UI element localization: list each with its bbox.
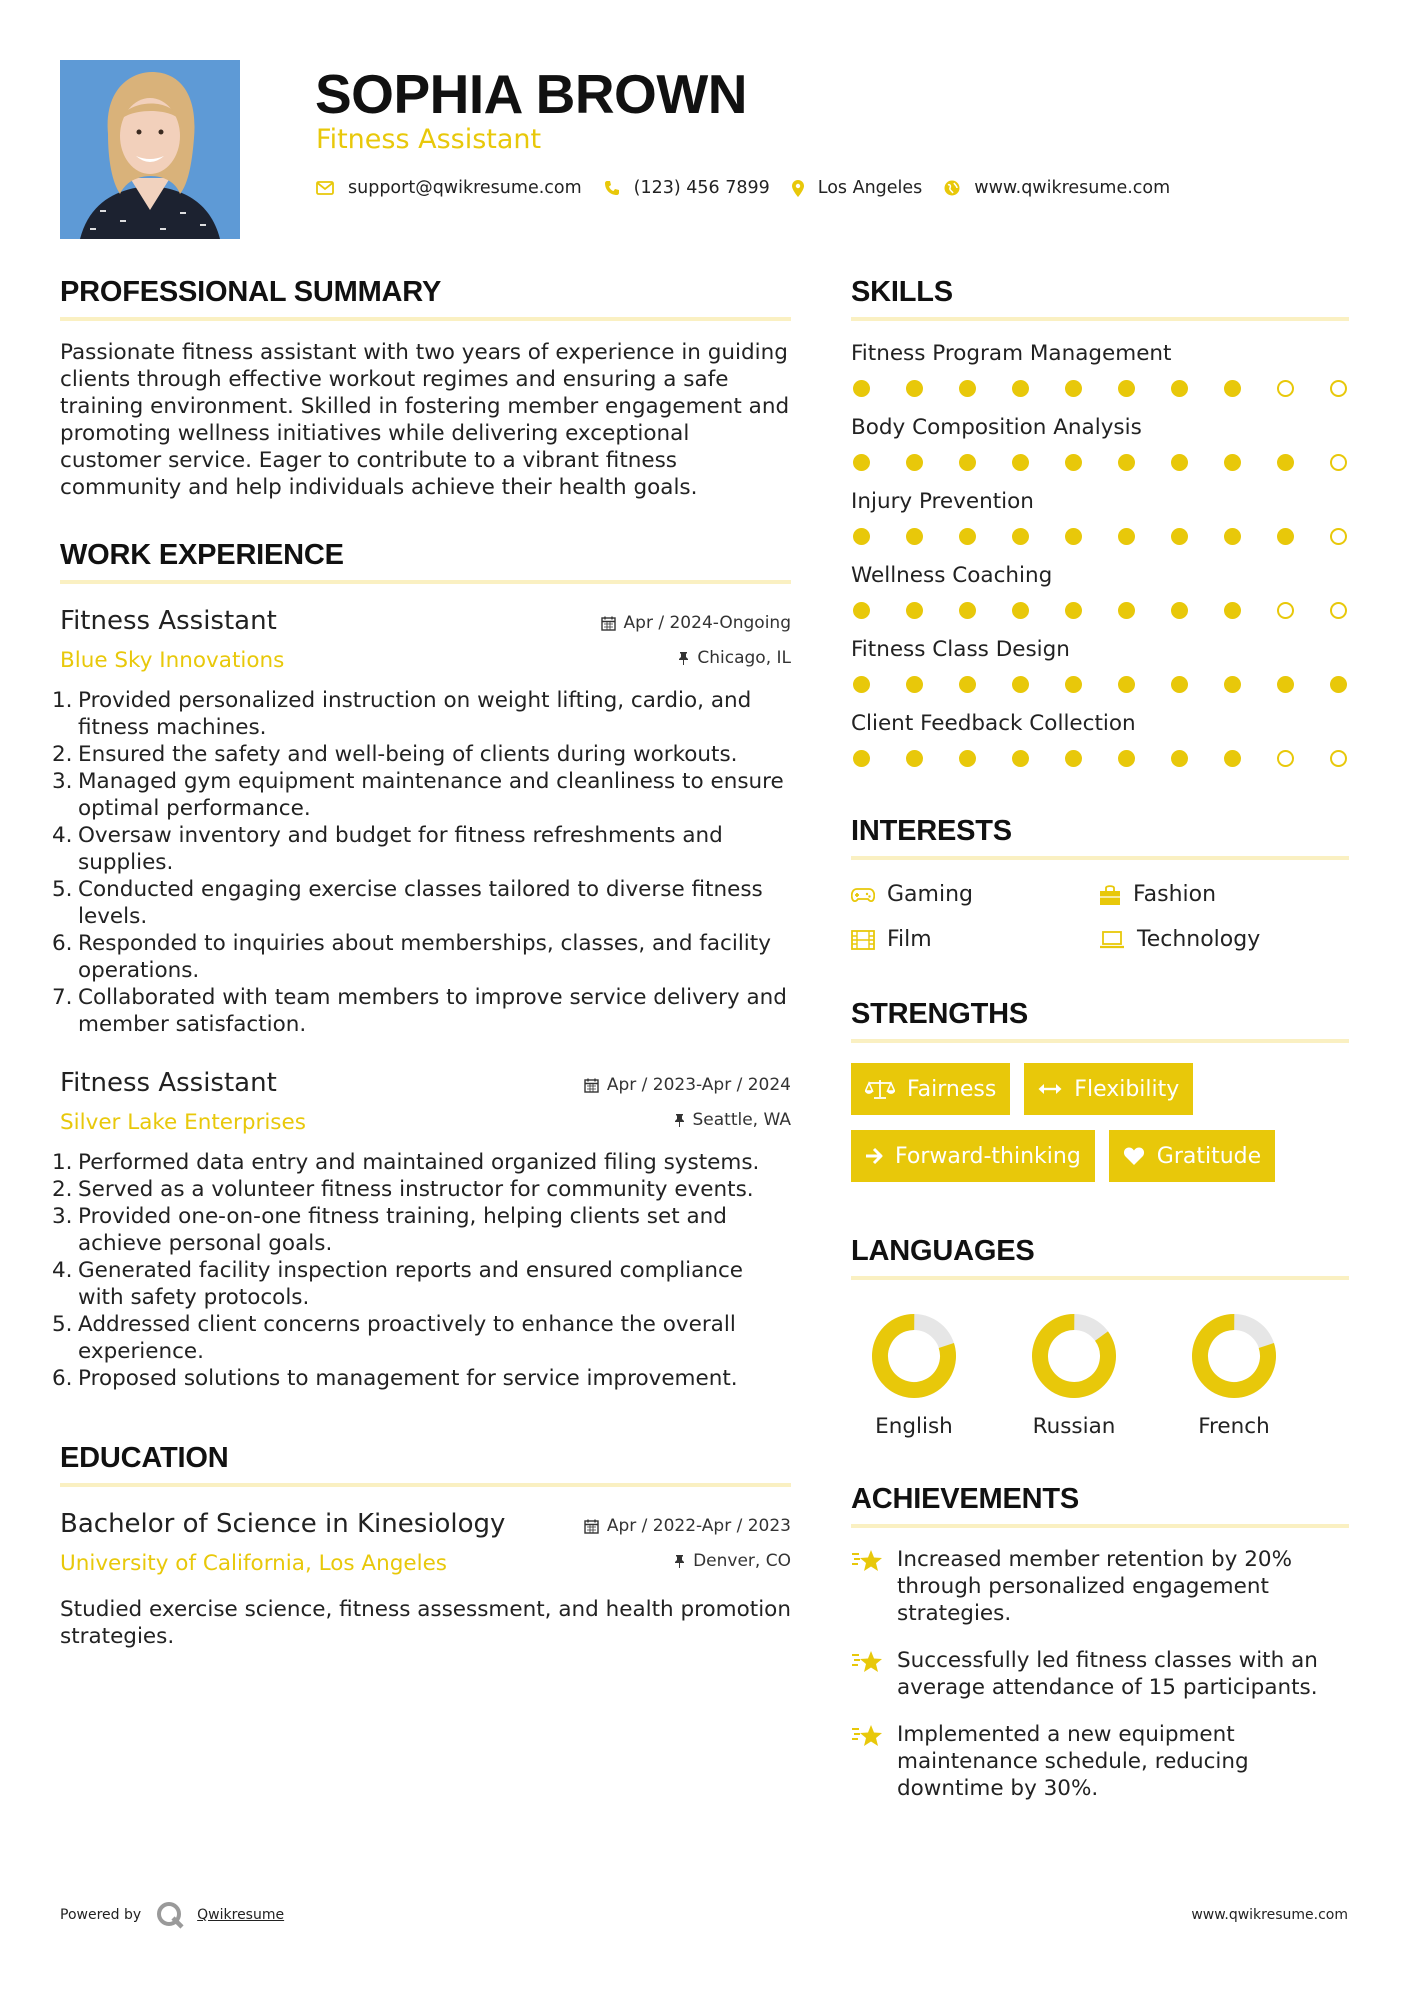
duty-text: Ensured the safety and well-being of clients during workouts. bbox=[78, 742, 738, 767]
interest-fashion bbox=[1099, 882, 1349, 907]
education-description: Studied exercise science, fitness assessment, and health promotion strategies. bbox=[60, 1597, 791, 1649]
strengths-section bbox=[851, 998, 1349, 1197]
languages-section bbox=[851, 1235, 1349, 1439]
rating-dot-filled bbox=[906, 528, 923, 545]
globe-icon bbox=[944, 180, 960, 196]
duty-text: Proposed solutions to management for service improvement. bbox=[78, 1366, 738, 1391]
rating-dot-filled bbox=[1224, 454, 1241, 471]
strength-tag bbox=[851, 1130, 1095, 1182]
rating-dot-empty bbox=[1330, 380, 1347, 397]
strength-tag bbox=[851, 1063, 1010, 1115]
contact-phone[interactable] bbox=[604, 178, 770, 198]
school-name: University of California, Los Angeles bbox=[60, 1551, 448, 1576]
skill-rating bbox=[851, 676, 1349, 693]
interest-label: Technology bbox=[1137, 927, 1261, 952]
duty-number: 7. bbox=[52, 985, 73, 1010]
duty-number: 2. bbox=[52, 742, 73, 767]
duty-number: 1. bbox=[52, 688, 73, 713]
rating-dot-filled bbox=[1118, 454, 1135, 471]
job-list bbox=[52, 606, 791, 1392]
duty-item bbox=[52, 1203, 791, 1257]
achievement-item bbox=[851, 1546, 1349, 1627]
rating-dot-filled bbox=[1012, 528, 1029, 545]
duty-item bbox=[52, 687, 791, 741]
qwikresume-logo-icon bbox=[155, 1900, 185, 1930]
interest-list bbox=[851, 882, 1349, 952]
duty-item bbox=[52, 1176, 791, 1203]
rating-dot-filled bbox=[853, 454, 870, 471]
rating-dot-filled bbox=[1277, 528, 1294, 545]
language-item bbox=[859, 1314, 969, 1439]
achievement-item bbox=[851, 1721, 1349, 1802]
duty-number: 3. bbox=[52, 769, 73, 794]
strength-label: Flexibility bbox=[1074, 1076, 1180, 1102]
skill-name: Wellness Coaching bbox=[851, 563, 1053, 588]
rating-dot-filled bbox=[853, 602, 870, 619]
rating-dot-filled bbox=[906, 380, 923, 397]
duty-item bbox=[52, 1149, 791, 1176]
skill-item bbox=[851, 711, 1349, 767]
job-title: Fitness Assistant bbox=[60, 606, 277, 636]
rating-dot-empty bbox=[1330, 602, 1347, 619]
company-name: Silver Lake Enterprises bbox=[60, 1110, 306, 1135]
website-text: www.qwikresume.com bbox=[974, 178, 1171, 198]
contact-email[interactable] bbox=[316, 178, 582, 198]
interest-technology bbox=[1099, 927, 1349, 952]
skills-section bbox=[851, 276, 1349, 767]
star-icon bbox=[851, 1548, 883, 1574]
job-location bbox=[678, 648, 791, 668]
footer-website[interactable]: www.qwikresume.com bbox=[1191, 1907, 1348, 1923]
achievement-text: Increased member retention by 20% through personalized engagement strategies. bbox=[897, 1547, 1293, 1626]
duty-text: Addressed client concerns proactively to enhance the overall experience. bbox=[78, 1312, 736, 1364]
footer-powered-by bbox=[60, 1900, 284, 1930]
summary-title: PROFESSIONAL SUMMARY bbox=[60, 276, 791, 321]
duty-item bbox=[52, 1365, 791, 1392]
skill-rating bbox=[851, 528, 1349, 545]
rating-dot-filled bbox=[1171, 528, 1188, 545]
rating-dot-empty bbox=[1277, 380, 1294, 397]
rating-dot-filled bbox=[1065, 602, 1082, 619]
job-date-text: Apr / 2024-Ongoing bbox=[623, 613, 791, 633]
achievement-item bbox=[851, 1647, 1349, 1701]
rating-dot-filled bbox=[1171, 750, 1188, 767]
interest-film bbox=[851, 927, 1099, 952]
duty-item bbox=[52, 741, 791, 768]
duty-text: Provided personalized instruction on weight lifting, cardio, and fitness machines. bbox=[78, 688, 752, 740]
duty-number: 1. bbox=[52, 1150, 73, 1175]
rating-dot-filled bbox=[1012, 676, 1029, 693]
duty-item bbox=[52, 876, 791, 930]
interest-gaming bbox=[851, 882, 1099, 907]
heart-icon bbox=[1123, 1146, 1145, 1166]
rating-dot-filled bbox=[906, 454, 923, 471]
job-location-text: Chicago, IL bbox=[697, 648, 791, 668]
interests-title: INTERESTS bbox=[851, 815, 1349, 860]
skill-rating bbox=[851, 602, 1349, 619]
rating-dot-filled bbox=[853, 676, 870, 693]
skills-title: SKILLS bbox=[851, 276, 1349, 321]
achievement-list bbox=[851, 1546, 1349, 1802]
duty-list bbox=[52, 1149, 791, 1392]
achievements-title: ACHIEVEMENTS bbox=[851, 1483, 1349, 1528]
duty-item bbox=[52, 1311, 791, 1365]
rating-dot-filled bbox=[959, 676, 976, 693]
rating-dot-filled bbox=[1277, 454, 1294, 471]
language-item bbox=[1019, 1314, 1129, 1439]
skill-rating bbox=[851, 380, 1349, 397]
location-text: Los Angeles bbox=[817, 178, 923, 198]
duty-number: 5. bbox=[52, 1312, 73, 1337]
duty-number: 4. bbox=[52, 823, 73, 848]
education-section bbox=[60, 1442, 791, 1650]
qwikresume-link[interactable]: Qwikresume bbox=[197, 1907, 285, 1923]
strength-tag bbox=[1109, 1130, 1275, 1182]
strength-label: Gratitude bbox=[1156, 1143, 1262, 1169]
language-name: French bbox=[1198, 1414, 1270, 1439]
skill-rating bbox=[851, 454, 1349, 471]
calendar-icon bbox=[601, 616, 616, 631]
languages-title: LANGUAGES bbox=[851, 1235, 1349, 1280]
rating-dot-filled bbox=[1330, 676, 1347, 693]
contact-location bbox=[792, 178, 923, 198]
phone-text: (123) 456 7899 bbox=[633, 178, 770, 198]
rating-dot-filled bbox=[906, 676, 923, 693]
rating-dot-filled bbox=[1065, 454, 1082, 471]
rating-dot-filled bbox=[1224, 676, 1241, 693]
duty-text: Generated facility inspection reports and ensured compliance with safety protocols. bbox=[78, 1258, 743, 1310]
duty-text: Managed gym equipment maintenance and cleanliness to ensure optimal performance. bbox=[78, 769, 784, 821]
powered-by-text: Powered by bbox=[60, 1907, 142, 1923]
candidate-role: Fitness Assistant bbox=[316, 124, 542, 155]
rating-dot-filled bbox=[1118, 676, 1135, 693]
language-ring bbox=[1032, 1314, 1116, 1398]
rating-dot-filled bbox=[1012, 454, 1029, 471]
duty-number: 5. bbox=[52, 877, 73, 902]
contact-row bbox=[316, 178, 1192, 198]
rating-dot-filled bbox=[1118, 380, 1135, 397]
job-location bbox=[674, 1110, 792, 1130]
gamepad-icon bbox=[851, 887, 875, 903]
rating-dot-filled bbox=[906, 750, 923, 767]
duty-number: 4. bbox=[52, 1258, 73, 1283]
rating-dot-filled bbox=[959, 380, 976, 397]
rating-dot-empty bbox=[1330, 750, 1347, 767]
duty-text: Served as a volunteer fitness instructor for community events. bbox=[78, 1177, 754, 1202]
job-location-text: Seattle, WA bbox=[692, 1110, 791, 1130]
rating-dot-filled bbox=[1224, 602, 1241, 619]
duty-item bbox=[52, 1257, 791, 1311]
rating-dot-filled bbox=[906, 602, 923, 619]
education-date bbox=[584, 1516, 791, 1536]
rating-dot-filled bbox=[1065, 380, 1082, 397]
duty-number: 6. bbox=[52, 931, 73, 956]
rating-dot-empty bbox=[1330, 528, 1347, 545]
rating-dot-filled bbox=[1277, 676, 1294, 693]
rating-dot-filled bbox=[1224, 750, 1241, 767]
strength-label: Fairness bbox=[907, 1076, 997, 1102]
rating-dot-empty bbox=[1330, 454, 1347, 471]
star-icon bbox=[851, 1723, 883, 1749]
skill-name: Client Feedback Collection bbox=[851, 711, 1136, 736]
rating-dot-filled bbox=[959, 750, 976, 767]
job-date bbox=[584, 1075, 791, 1095]
duty-item bbox=[52, 822, 791, 876]
duty-text: Responded to inquiries about memberships, classes, and facility operations. bbox=[78, 931, 771, 983]
phone-icon bbox=[604, 180, 620, 196]
rating-dot-filled bbox=[1118, 750, 1135, 767]
strength-list bbox=[851, 1063, 1349, 1197]
job-date-text: Apr / 2023-Apr / 2024 bbox=[606, 1075, 791, 1095]
skill-item bbox=[851, 637, 1349, 693]
bag-icon bbox=[1099, 884, 1121, 906]
skill-name: Injury Prevention bbox=[851, 489, 1034, 514]
scale-icon bbox=[865, 1078, 895, 1100]
map-pin-icon bbox=[792, 180, 804, 197]
contact-website[interactable] bbox=[944, 178, 1170, 198]
arrows-icon bbox=[1038, 1082, 1062, 1096]
education-entry bbox=[60, 1509, 791, 1650]
pin-icon bbox=[674, 1554, 685, 1568]
duty-number: 6. bbox=[52, 1366, 73, 1391]
rating-dot-filled bbox=[1118, 602, 1135, 619]
language-ring bbox=[872, 1314, 956, 1398]
achievements-section bbox=[851, 1483, 1349, 1802]
rating-dot-filled bbox=[1171, 676, 1188, 693]
left-column bbox=[52, 276, 791, 1650]
skill-name: Fitness Class Design bbox=[851, 637, 1070, 662]
experience-section bbox=[52, 539, 791, 1392]
rating-dot-filled bbox=[1171, 454, 1188, 471]
interest-label: Gaming bbox=[887, 882, 973, 907]
achievement-text: Implemented a new equipment maintenance schedule, reducing downtime by 30%. bbox=[897, 1722, 1249, 1801]
film-icon bbox=[851, 930, 875, 950]
interest-label: Film bbox=[887, 927, 932, 952]
skill-rating bbox=[851, 750, 1349, 767]
skill-item bbox=[851, 341, 1349, 397]
duty-item bbox=[52, 768, 791, 822]
rating-dot-filled bbox=[1171, 602, 1188, 619]
pin-icon bbox=[678, 651, 689, 665]
job-entry bbox=[52, 1068, 791, 1392]
strengths-title: STRENGTHS bbox=[851, 998, 1349, 1043]
job-title: Fitness Assistant bbox=[60, 1068, 277, 1098]
rating-dot-filled bbox=[1171, 380, 1188, 397]
skill-name: Body Composition Analysis bbox=[851, 415, 1142, 440]
rating-dot-filled bbox=[1224, 528, 1241, 545]
skill-item bbox=[851, 489, 1349, 545]
email-text: support@qwikresume.com bbox=[348, 178, 582, 198]
rating-dot-filled bbox=[853, 528, 870, 545]
rating-dot-filled bbox=[959, 454, 976, 471]
rating-dot-filled bbox=[1065, 676, 1082, 693]
calendar-icon bbox=[584, 1078, 599, 1093]
language-item bbox=[1179, 1314, 1289, 1439]
pin-icon bbox=[674, 1113, 685, 1127]
education-date-text: Apr / 2022-Apr / 2023 bbox=[606, 1516, 791, 1536]
duty-text: Collaborated with team members to improve service delivery and member satisfaction. bbox=[78, 985, 787, 1037]
rating-dot-filled bbox=[1065, 528, 1082, 545]
summary-section bbox=[60, 276, 791, 501]
duty-list bbox=[52, 687, 791, 1038]
arrow-right-icon bbox=[865, 1147, 883, 1165]
strength-label: Forward-thinking bbox=[895, 1143, 1081, 1169]
rating-dot-filled bbox=[853, 750, 870, 767]
language-list bbox=[859, 1314, 1289, 1439]
rating-dot-filled bbox=[959, 528, 976, 545]
rating-dot-filled bbox=[853, 380, 870, 397]
language-name: Russian bbox=[1032, 1414, 1116, 1439]
duty-text: Oversaw inventory and budget for fitness refreshments and supplies. bbox=[78, 823, 723, 875]
language-ring bbox=[1192, 1314, 1276, 1398]
skill-name: Fitness Program Management bbox=[851, 341, 1172, 366]
rating-dot-filled bbox=[1118, 528, 1135, 545]
skill-item bbox=[851, 563, 1349, 619]
laptop-icon bbox=[1099, 931, 1125, 949]
interest-label: Fashion bbox=[1133, 882, 1217, 907]
duty-item bbox=[52, 984, 791, 1038]
calendar-icon bbox=[584, 1519, 599, 1534]
strength-tag bbox=[1024, 1063, 1193, 1115]
duty-number: 3. bbox=[52, 1204, 73, 1229]
rating-dot-filled bbox=[959, 602, 976, 619]
star-icon bbox=[851, 1649, 883, 1675]
rating-dot-filled bbox=[1065, 750, 1082, 767]
duty-text: Provided one-on-one fitness training, helping clients set and achieve personal goals. bbox=[78, 1204, 727, 1256]
education-title: EDUCATION bbox=[60, 1442, 791, 1487]
language-name: English bbox=[875, 1414, 953, 1439]
education-location bbox=[674, 1551, 791, 1571]
rating-dot-filled bbox=[1012, 380, 1029, 397]
education-location-text: Denver, CO bbox=[693, 1551, 791, 1571]
duty-item bbox=[52, 930, 791, 984]
rating-dot-filled bbox=[1012, 602, 1029, 619]
degree-title: Bachelor of Science in Kinesiology bbox=[60, 1509, 506, 1539]
right-column bbox=[851, 276, 1349, 1802]
rating-dot-empty bbox=[1277, 750, 1294, 767]
rating-dot-filled bbox=[1012, 750, 1029, 767]
rating-dot-filled bbox=[1224, 380, 1241, 397]
job-date bbox=[601, 613, 791, 633]
candidate-name: SOPHIA BROWN bbox=[315, 63, 747, 125]
duty-number: 2. bbox=[52, 1177, 73, 1202]
duty-text: Performed data entry and maintained organized filing systems. bbox=[78, 1150, 760, 1175]
rating-dot-empty bbox=[1277, 602, 1294, 619]
resume-header bbox=[60, 60, 1350, 240]
job-entry bbox=[52, 606, 791, 1038]
company-name: Blue Sky Innovations bbox=[60, 648, 285, 673]
experience-title: WORK EXPERIENCE bbox=[60, 539, 791, 584]
duty-text: Conducted engaging exercise classes tailored to diverse fitness levels. bbox=[78, 877, 763, 929]
profile-photo bbox=[60, 60, 240, 239]
achievement-text: Successfully led fitness classes with an average attendance of 15 participants. bbox=[897, 1648, 1318, 1700]
skill-list bbox=[851, 341, 1349, 767]
skill-item bbox=[851, 415, 1349, 471]
summary-text: Passionate fitness assistant with two years of experience in guiding clients through effective workout regimes and ensuring a safe training environment. Skilled in fostering member engagement and promoting wellness initiatives while delivering exceptional customer service. Eager to contribute to a vibrant fitness community and help individuals achieve their health goals. bbox=[60, 340, 790, 500]
envelope-icon bbox=[316, 181, 334, 195]
interests-section bbox=[851, 815, 1349, 952]
